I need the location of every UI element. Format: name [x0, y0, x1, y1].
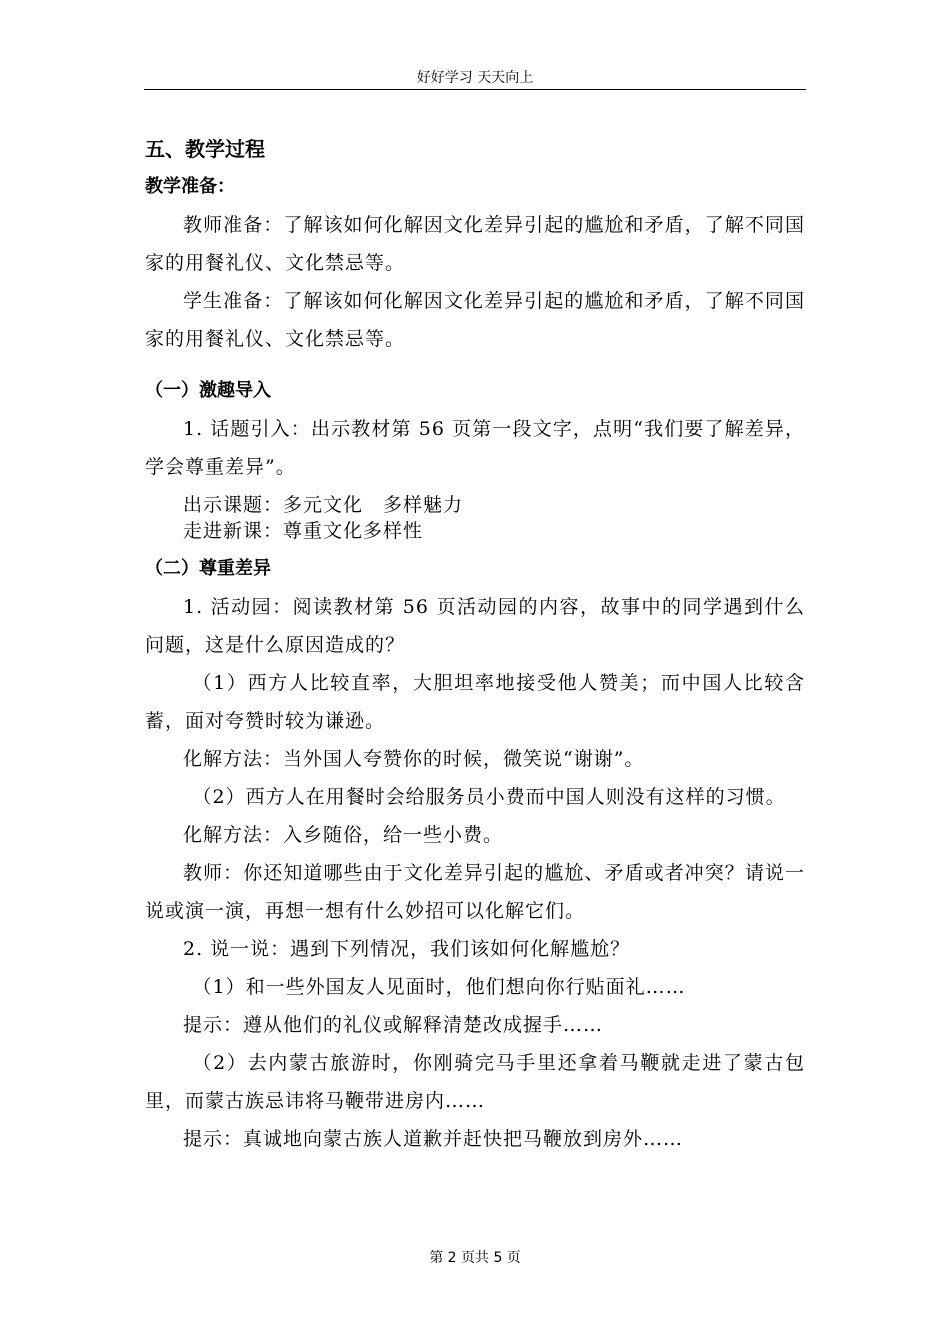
part2-para9: 提示：遵从他们的礼仪或解释清楚改成握手…… [183, 1014, 604, 1036]
student-prep: 学生准备：了解该如何化解因文化差异引起的尴尬和矛盾，了解不同国家的用餐礼仪、文化禁忌等。 [145, 290, 805, 350]
part1-para3: 走进新课：尊重文化多样性 [183, 520, 424, 542]
part2-para4: （2）西方人在用餐时会给服务员小费而中国人则没有这样的习惯。 [192, 786, 786, 808]
part2-para11: 提示：真诚地向蒙古族人道歉并赶快把马鞭放到房外…… [183, 1128, 684, 1150]
teacher-prep: 教师准备：了解该如何化解因文化差异引起的尴尬和矛盾，了解不同国家的用餐礼仪、文化禁忌等。 [145, 214, 805, 274]
header-rule [144, 89, 806, 90]
part2-para10: （2）去内蒙古旅游时，你刚骑完马手里还拿着马鞭就走进了蒙古包里，而蒙古族忌讳将马鞭带进房内…… [145, 1052, 805, 1112]
part1-para1: 1. 话题引入：出示教材第 56 页第一段文字，点明“我们要了解差异，学会尊重差异”。 [145, 418, 805, 478]
part2-para5: 化解方法：入乡随俗，给一些小费。 [183, 824, 504, 846]
page-header: 好好学习 天天向上 [416, 70, 534, 86]
page-footer: 第 2 页共 5 页 [429, 1250, 521, 1266]
part1-para2: 出示课题：多元文化 多样魅力 [183, 494, 464, 516]
part2-para7: 2. 说一说：遇到下列情况，我们该如何化解尴尬？ [183, 938, 631, 960]
prep-title: 教学准备： [145, 176, 235, 197]
part2-para3: 化解方法：当外国人夸赞你的时候，微笑说“谢谢”。 [183, 748, 645, 770]
part2-para1: 1. 活动园：阅读教材第 56 页活动园的内容，故事中的同学遇到什么问题，这是什么原因造成的？ [145, 596, 805, 656]
document-body [145, 130, 805, 1158]
part2-title: （二）尊重差异 [145, 558, 271, 579]
section-title: 五、教学过程 [145, 137, 265, 161]
part1-title: （一）激趣导入 [145, 380, 271, 401]
part2-para2: （1）西方人比较直率，大胆坦率地接受他人赞美；而中国人比较含蓄，面对夸赞时较为谦逊。 [145, 672, 805, 732]
part2-para8: （1）和一些外国友人见面时，他们想向你行贴面礼…… [192, 976, 686, 998]
part2-para6: 教师：你还知道哪些由于文化差异引起的尴尬、矛盾或者冲突？请说一说或演一演，再想一想有什么妙招可以化解它们。 [145, 862, 805, 922]
